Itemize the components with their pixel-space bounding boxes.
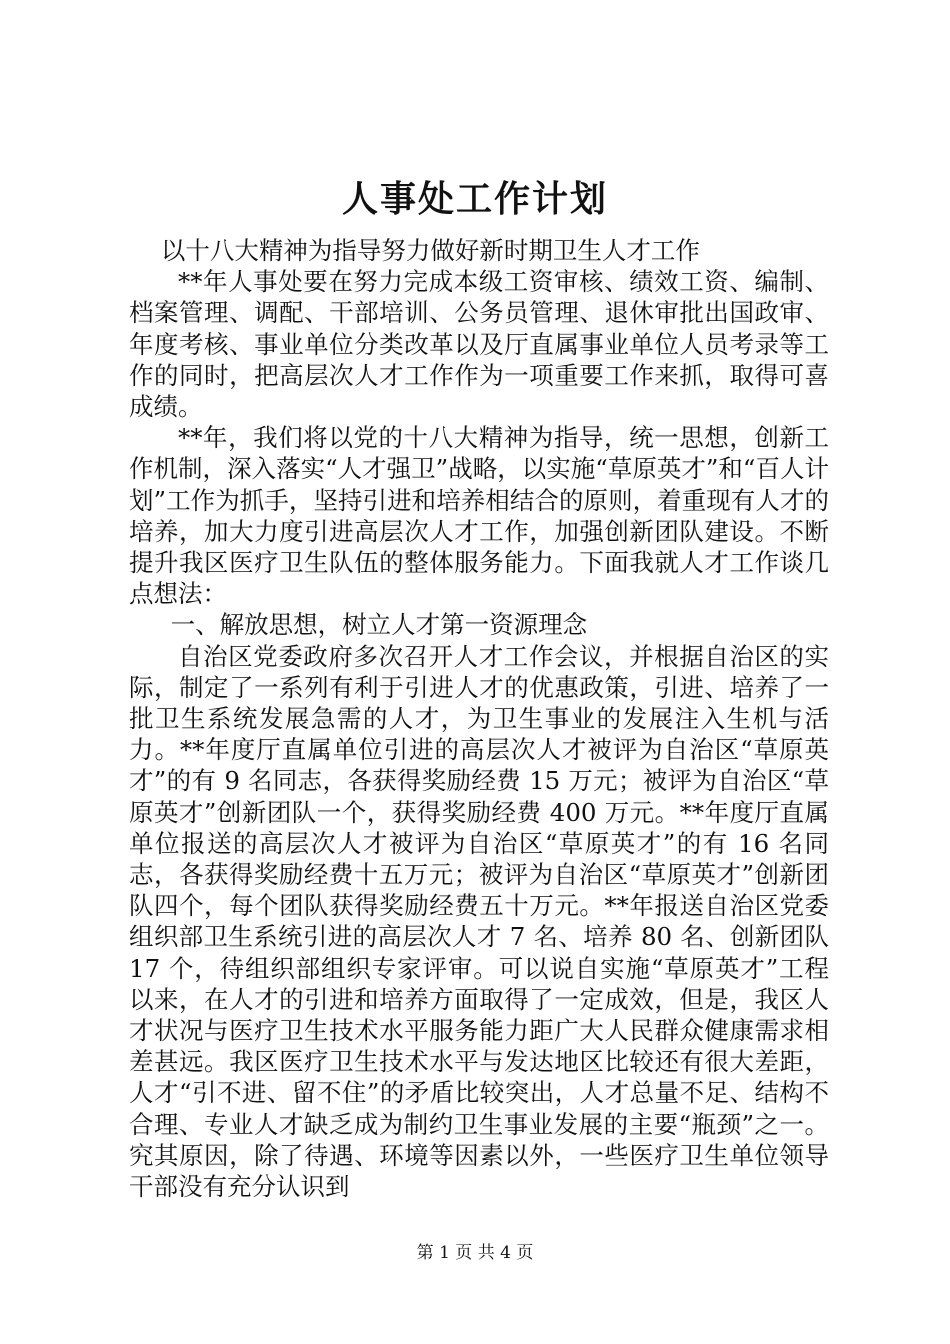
paragraph-2: **年，我们将以党的十八大精神为指导，统一思想，创新工作机制，深入落实“人才强卫”战略，以实施“草原英才”和“百人计划”工作为抓手，坚持引进和培养相结合的原则，着重现有人才的培养，加大力度引进高层次人才工作，加强创新团队建设。不断提升我区医疗卫生队伍的整体服务能力。下面我就人才工作谈几点想法：: [129, 423, 829, 609]
page-title: 人事处工作计划: [341, 178, 608, 220]
paragraph-1: **年人事处要在努力完成本级工资审核、绩效工资、编制、档案管理、调配、干部培训、公务员管理、退休审批出国政审、年度考核、事业单位分类改革以及厅直属事业单位人员考录等工作的同时，把高层次人才工作作为一项重要工作来抓，取得可喜成绩。: [129, 267, 829, 422]
section-paragraph: 自治区党委政府多次召开人才工作会议，并根据自治区的实际，制定了一系列有利于引进人才的优惠政策，引进、培养了一批卫生系统发展急需的人才，为卫生事业的发展注入生机与活力。**年度厅直属单位引进的高层次人才被评为自治区“草原英才”的有 9 名同志，各获得奖励经费 15 万元；被评为自治区“草原英才”创新团队一个，获得奖励经费 400 万元。**年度厅直属单位报送的高层次人才被评为自治区“草原英才”的有 16 名同志，各获得奖励经费十五万元；被评为自治区“草原英才”创新团队四个，每个团队获得奖励经费五十万元。**年报送自治区党委组织部卫生系统引进的高层次人才 7 名、培养 80 名、创新团队 17 个，待组织部组织专家评审。可以说自实施“草原英才”工程以来，在人才的引进和培养方面取得了一定成效，但是，我区人才状况与医疗卫生技术水平服务能力距广大人民群众健康需求相差甚远。我区医疗卫生技术水平与发达地区比较还有很大差距，人才“引不进、留不住”的矛盾比较突出，人才总量不足、结构不合理、专业人才缺乏成为制约卫生事业发展的主要“瓶颈”之一。究其原因，除了待遇、环境等因素以外，一些医疗卫生单位领导干部没有充分认识到: [129, 641, 829, 1202]
section-heading: 一、解放思想，树立人才第一资源理念: [170, 610, 588, 640]
document-subtitle: 以十八大精神为指导努力做好新时期卫生人才工作: [160, 236, 700, 265]
page-footer: 第 1 页 共 4 页: [416, 1243, 534, 1263]
document-body: [129, 235, 829, 1202]
